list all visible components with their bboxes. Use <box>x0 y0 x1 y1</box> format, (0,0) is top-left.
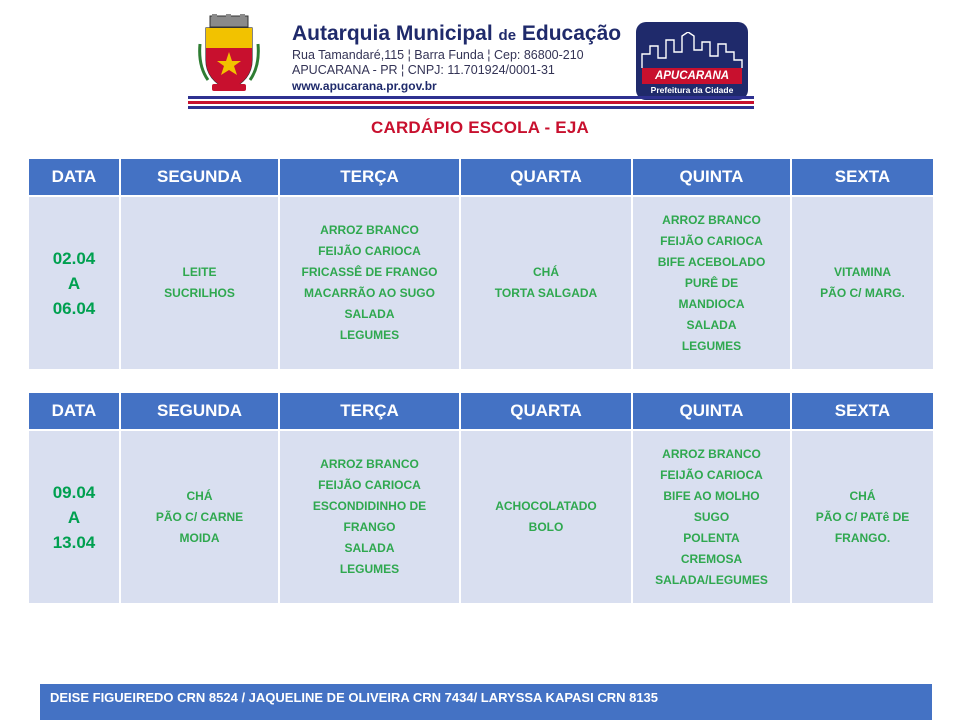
menu-table-week-2 <box>27 391 935 605</box>
menu-cell-terca <box>279 196 460 370</box>
menu-item: PÃO C/ PATê DE <box>815 509 910 524</box>
document-title: CARDÁPIO ESCOLA - EJA <box>371 118 589 137</box>
column-header-segunda: SEGUNDA <box>120 392 279 430</box>
menu-item: LEGUMES <box>681 338 742 353</box>
date-range-cell <box>28 430 120 604</box>
table-header-row <box>28 392 934 430</box>
institution-website: www.apucarana.pr.gov.br <box>292 79 437 93</box>
menu-item: SALADA/LEGUMES <box>655 572 768 587</box>
date-line: 06.04 <box>52 298 96 318</box>
column-header-quarta: QUARTA <box>460 392 632 430</box>
menu-item: SALADA <box>686 317 737 332</box>
column-header-data: DATA <box>28 392 120 430</box>
menu-item: ARROZ BRANCO <box>662 446 761 461</box>
menu-cell-segunda <box>120 196 279 370</box>
date-line: 09.04 <box>52 482 96 502</box>
menu-item: FEIJÃO CARIOCA <box>660 233 763 248</box>
date-line: 13.04 <box>52 532 96 552</box>
institution-title: Autarquia Municipal de Educação <box>292 22 622 45</box>
menu-item: LEGUMES <box>339 562 400 576</box>
institution-address: Rua Tamandaré,115 ¦ Barra Funda ¦ Cep: 86800-210 <box>292 48 584 62</box>
column-header-sexta: SEXTA <box>791 158 934 196</box>
menu-item: ACHOCOLATADO <box>495 499 597 513</box>
menu-item: BOLO <box>528 520 564 534</box>
date-line: 02.04 <box>52 248 96 268</box>
header-rule <box>188 96 754 99</box>
column-header-terca: TERÇA <box>279 158 460 196</box>
menu-item: FRICASSÊ DE FRANGO <box>301 265 438 279</box>
menu-cell-sexta <box>791 196 934 370</box>
column-header-quarta: QUARTA <box>460 158 632 196</box>
header-text-block <box>292 22 622 94</box>
menu-item: CHÁ <box>533 265 559 279</box>
menu-item: FEIJÃO CARIOCA <box>660 467 763 482</box>
date-line: A <box>67 507 81 527</box>
menu-item: FRANGO. <box>834 530 891 545</box>
column-header-sexta: SEXTA <box>791 392 934 430</box>
menu-item: SALADA <box>344 541 395 555</box>
prefeitura-logo <box>636 22 748 100</box>
menu-item: FEIJÃO CARIOCA <box>318 478 421 492</box>
menu-item: PURÊ DE <box>684 275 739 290</box>
menu-item: LEITE <box>182 265 217 279</box>
header-rule <box>188 101 754 104</box>
city-crest-logo <box>198 14 260 94</box>
menu-item: CREMOSA <box>680 551 743 566</box>
menu-cell-quinta <box>632 430 791 604</box>
menu-item: BIFE AO MOLHO <box>663 488 760 503</box>
menu-item: VITAMINA <box>833 265 892 279</box>
menu-item: MOIDA <box>179 530 220 545</box>
date-line: A <box>67 273 81 293</box>
menu-cell-quarta <box>460 430 632 604</box>
prefeitura-name: APUCARANA <box>642 68 742 84</box>
column-header-terca: TERÇA <box>279 392 460 430</box>
header-banner <box>188 12 754 104</box>
menu-item: SUGO <box>693 509 730 524</box>
menu-item: ARROZ BRANCO <box>662 212 761 227</box>
column-header-quinta: QUINTA <box>632 158 791 196</box>
column-header-data: DATA <box>28 158 120 196</box>
menu-item: ESCONDIDINHO DE <box>312 499 427 513</box>
menu-item: SALADA <box>344 307 395 321</box>
prefeitura-subtitle: Prefeitura da Cidade <box>650 85 734 95</box>
date-range-cell <box>28 196 120 370</box>
menu-cell-quinta <box>632 196 791 370</box>
menu-item: ARROZ BRANCO <box>320 457 419 471</box>
menu-item: TORTA SALGADA <box>494 286 598 300</box>
menu-cell-sexta <box>791 430 934 604</box>
menu-item: SUCRILHOS <box>164 286 235 300</box>
institution-cnpj: APUCARANA - PR ¦ CNPJ: 11.701924/0001-31 <box>292 63 555 77</box>
nutritionists-footer: DEISE FIGUEIREDO CRN 8524 / JAQUELINE DE OLIVEIRA CRN 7434/ LARYSSA KAPASI CRN 8135 <box>40 684 932 720</box>
menu-item: FEIJÃO CARIOCA <box>318 244 421 258</box>
menu-item: POLENTA <box>683 530 740 545</box>
menu-item: LEGUMES <box>339 328 400 342</box>
menu-item: FRANGO <box>343 520 396 534</box>
menu-cell-segunda <box>120 430 279 604</box>
menu-item: ARROZ BRANCO <box>320 223 419 237</box>
menu-table-week-1 <box>27 157 935 371</box>
menu-item: CHÁ <box>186 488 213 503</box>
skyline-icon <box>640 32 744 68</box>
menu-item: PÃO C/ MARG. <box>820 286 905 300</box>
menu-item: BIFE ACEBOLADO <box>657 254 766 269</box>
table-row <box>28 196 934 370</box>
menu-item: CHÁ <box>849 488 876 503</box>
table-header-row <box>28 158 934 196</box>
menu-cell-quarta <box>460 196 632 370</box>
menu-cell-terca <box>279 430 460 604</box>
menu-item: MACARRÃO AO SUGO <box>304 286 435 300</box>
column-header-quinta: QUINTA <box>632 392 791 430</box>
header-rule <box>188 106 754 109</box>
menu-item: MANDIOCA <box>678 296 745 311</box>
table-row <box>28 430 934 604</box>
menu-item: PÃO C/ CARNE <box>155 509 244 524</box>
column-header-segunda: SEGUNDA <box>120 158 279 196</box>
